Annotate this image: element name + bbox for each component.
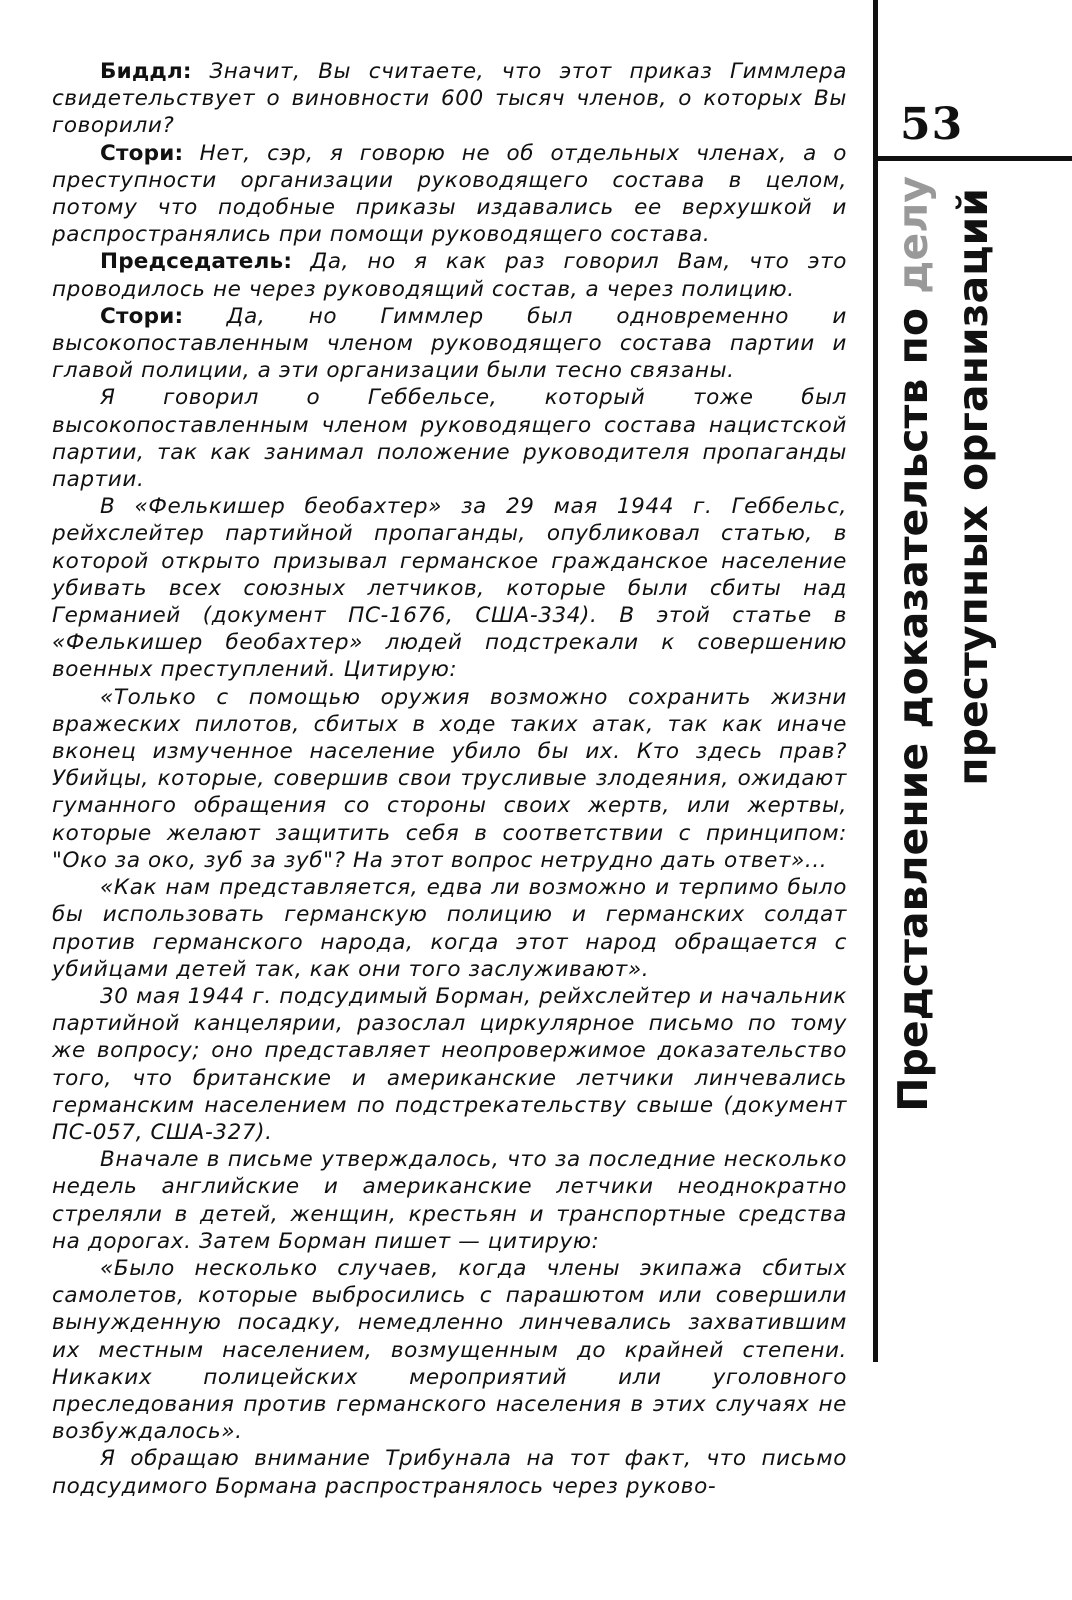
paragraph-text: Я обращаю внимание Трибунала на тот факт, что письмо подсудимого Бормана распространялось через руково- [52, 1446, 847, 1499]
paragraph-text: «Было несколько случаев, когда члены экипажа сбитых самолетов, которые выбросились с парашютом или совершили вынужденную посадку, немедленно линчевались захватившим их местным населением, возмущенным до крайней степени. Никаких полицейских мероприятий или уголовного преследования против германского населения в этих случаях не возбуждалось». [52, 1255, 847, 1445]
speaker-name: Стори: [100, 303, 184, 329]
paragraph [52, 1146, 847, 1255]
quote-paragraph [52, 684, 847, 874]
quote-paragraph [52, 874, 847, 983]
paragraph-text: Да, но я как раз говорил Вам, что это проводилось не через руководящий состав, а через полицию. [52, 249, 847, 302]
paragraph [52, 248, 847, 302]
paragraph [52, 58, 847, 140]
running-title-line1-faded: делу [889, 176, 937, 294]
paragraph [52, 140, 847, 249]
paragraph-text: Да, но Гиммлер был одновременно и высокопоставленным членом руководящего состава партии и главой полиции, а эти организации были тесно связаны. [52, 303, 847, 384]
speaker-name: Стори: [100, 140, 184, 166]
paragraph-text: «Только с помощью оружия возможно сохранить жизни вражеских пилотов, сбитых в ходе таких атак, так как иначе вконец измученное население убило бы их. Кто здесь прав? Убийцы, которые, совершив свои трусливые злодеяния, ожидают гуманного обращения со стороны своих жертв, или жертвы, которые желают защитить себя в соответствии с принципом: "Око за око, зуб за зуб"? На этот вопрос нетрудно дать ответ»... [52, 684, 847, 873]
speaker-name: Биддл: [100, 59, 192, 84]
paragraph-text: Вначале в письме утверждалось, что за последние несколько недель английские и американские летчики неоднократно стреляли в детей, женщин, крестьян и транспортные средства на дорогах. Затем Борман пишет — цитирую: [52, 1147, 847, 1254]
paragraph [52, 493, 847, 683]
paragraph-text: 30 мая 1944 г. подсудимый Борман, рейхслейтер и начальник партийной канцелярии, разослал циркулярное письмо по тому же вопросу; оно представляет неопровержимое доказательство того, что британские и американские летчики линчевались германским населением по подстрекательству свыше (документ ПС-057, США-327). [52, 983, 847, 1145]
paragraph-text: Я говорил о Геббельсе, который тоже был высокопоставленным членом руководящего состава нацистской партии, так как занимал положение руководителя пропаганды партии. [52, 385, 847, 493]
speaker-name: Председатель: [100, 249, 293, 275]
paragraph-text: «Как нам представляется, едва ли возможно и терпимо было бы использовать германскую полицию и германских солдат против германского народа, когда этот народ обращается с убийцами детей так, как они того заслуживают». [52, 875, 847, 982]
body-text [52, 58, 847, 1500]
paragraph-text: Значит, Вы считаете, что этот приказ Гиммлера свидетельствует о виновности 600 тысяч членов, о которых Вы говорили? [52, 59, 847, 139]
paragraph-text: В «Фелькишер беобахтер» за 29 мая 1944 г. Геббельс, рейхслейтер партийной пропаганды, опубликовал статью, в которой открыто призывал германское гражданское население убивать всех союзных летчиков, которые были сбиты над Германией (документ ПС-1676, США-334). В этой статье в «Фелькишер беобахтер» людей подстрекали к совершению военных преступлений. Цитирую: [52, 494, 847, 683]
paragraph-text: Нет, сэр, я говорю не об отдельных членах, а о преступности организации руководящего состава в целом, потому что подобные приказы издавались ее верхушкой и распространялись при помощи руководящего состава. [52, 140, 847, 248]
running-title-line1-main: Представление доказательств по [889, 293, 937, 1112]
paragraph [52, 303, 847, 385]
vertical-rule [873, 0, 878, 1362]
running-title-line1 [883, 176, 943, 1176]
running-title-line2: преступных организаций [949, 188, 997, 786]
paragraph [52, 1445, 847, 1499]
quote-paragraph [52, 1255, 847, 1445]
page-number: 53 [900, 99, 964, 150]
running-title [883, 176, 1033, 1176]
paragraph [52, 384, 847, 493]
paragraph [52, 983, 847, 1146]
horizontal-rule [873, 156, 1072, 161]
